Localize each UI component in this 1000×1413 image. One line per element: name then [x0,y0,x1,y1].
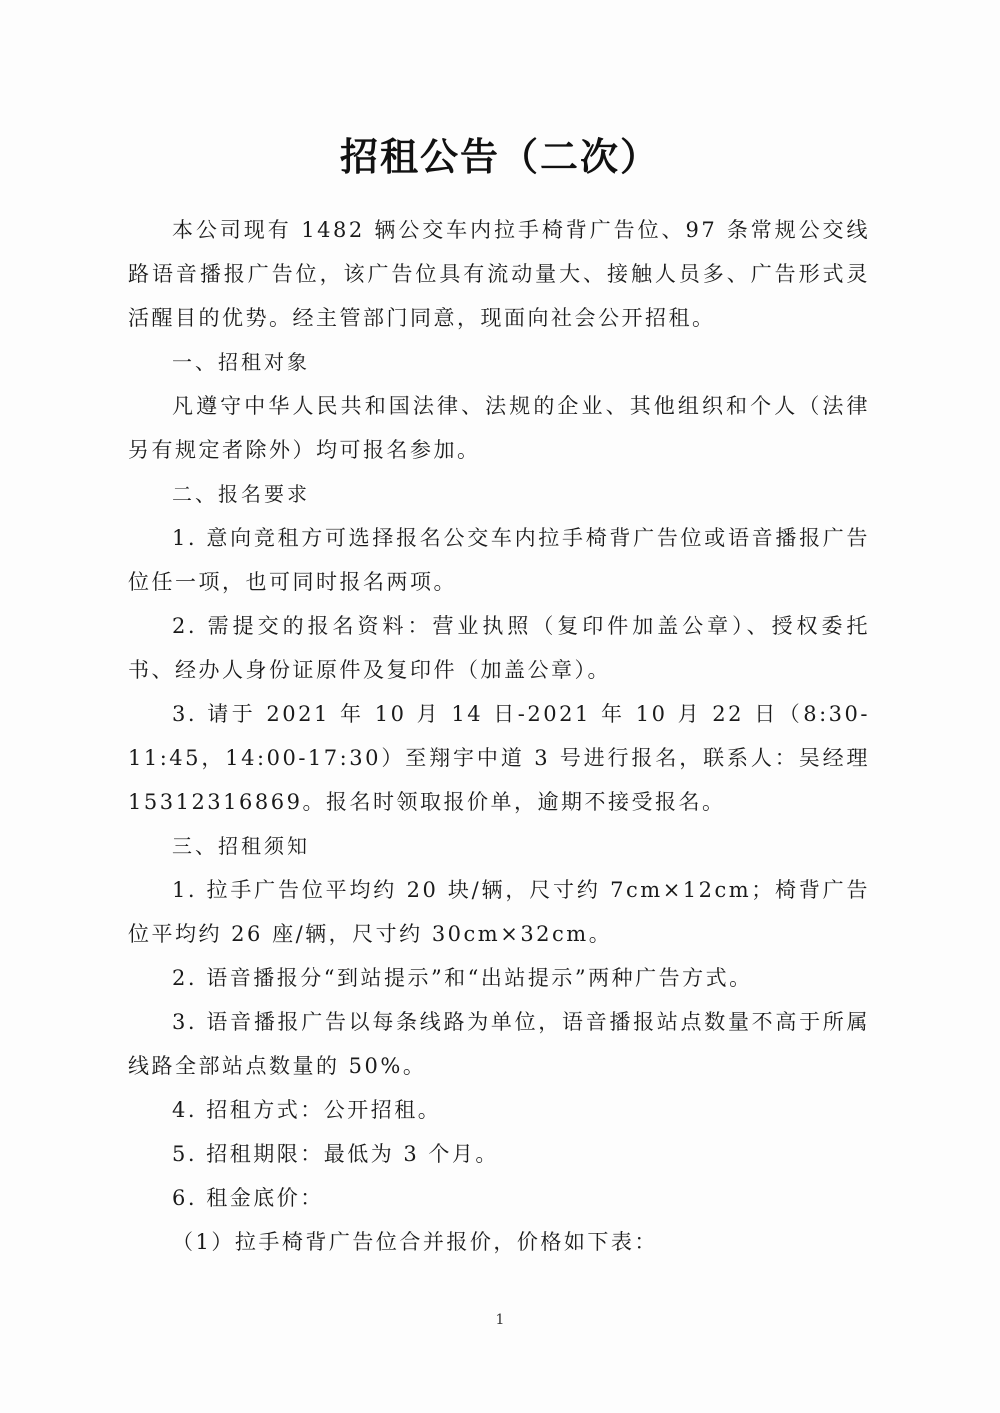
section-2-item-1: 1. 意向竞租方可选择报名公交车内拉手椅背广告位或语音播报广告位任一项，也可同时报名两项。 [128,526,870,594]
document-body [128,208,870,1264]
section-3-item-3: 3. 语音播报广告以每条线路为单位，语音播报站点数量不高于所属线路全部站点数量的 50%。 [128,1010,870,1078]
section-2-item-3: 3. 请于 2021 年 10 月 14 日-2021 年 10 月 22 日（8:30-11:45，14:00-17:30）至翔宇中道 3 号进行报名，联系人：吴经理 15312316869。报名时领取报价单，逾期不接受报名。 [128,702,870,814]
section-3-item-4: 4. 招租方式：公开招租。 [172,1098,442,1122]
section-3-item-2: 2. 语音播报分“到站提示”和“出站提示”两种广告方式。 [172,966,753,990]
page-number: 1 [495,1312,505,1328]
section-3-item-5: 5. 招租期限：最低为 3 个月。 [172,1142,499,1166]
section-2-item-2: 2. 需提交的报名资料：营业执照（复印件加盖公章）、授权委托书、经办人身份证原件及复印件（加盖公章）。 [128,614,870,682]
section-heading-1: 一、招租对象 [172,350,310,374]
section-1-paragraph: 凡遵守中华人民共和国法律、法规的企业、其他组织和个人（法律另有规定者除外）均可报名参加。 [128,394,870,462]
section-3-item-6-sub-1: （1）拉手椅背广告位合并报价，价格如下表： [172,1230,658,1254]
intro-paragraph: 本公司现有 1482 辆公交车内拉手椅背广告位、97 条常规公交线路语音播报广告位，该广告位具有流动量大、接触人员多、广告形式灵活醒目的优势。经主管部门同意，现面向社会公开招租。 [128,218,870,330]
section-3-item-6: 6. 租金底价： [172,1186,324,1210]
section-heading-3: 三、招租须知 [172,834,310,858]
section-3-item-1: 1. 拉手广告位平均约 20 块/辆，尺寸约 7cm×12cm；椅背广告位平均约 26 座/辆，尺寸约 30cm×32cm。 [128,878,870,946]
section-heading-2: 二、报名要求 [172,482,310,506]
document-title: 招租公告（二次） [339,135,660,179]
